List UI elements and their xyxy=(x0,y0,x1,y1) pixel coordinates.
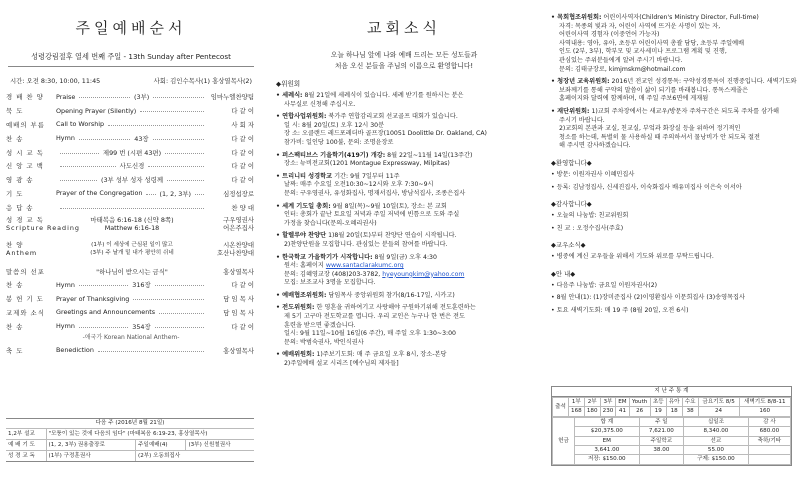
news-item-heading: • 예배위원회: xyxy=(276,351,315,359)
anthem-label-ko: 찬 양 xyxy=(6,241,24,250)
news-item-heading: • 목회협조위원회: xyxy=(551,14,602,21)
stats-cell: 주 일 xyxy=(639,417,683,426)
stats-cell: 구제: $150.00 xyxy=(684,455,749,464)
order-person: 임마누엘찬양팀 xyxy=(210,93,254,102)
anthem-row xyxy=(0,239,262,264)
stats-cell: 8,340.00 xyxy=(684,427,749,436)
thanks-section-lines xyxy=(545,212,800,233)
order-detail: 사도신경 xyxy=(119,162,145,171)
order-label: 성 시 교 독 xyxy=(6,148,44,157)
anthem-titles xyxy=(50,241,208,257)
stats-cell: 230 xyxy=(600,407,616,416)
stats-cell: 7,621.00 xyxy=(639,427,683,436)
stats-cell: 38.00 xyxy=(639,446,683,455)
stats-cell xyxy=(748,446,790,455)
dotted-leader xyxy=(79,97,130,98)
anthem-label-en: Anthem xyxy=(6,249,38,258)
order-person: 사 회 자 xyxy=(231,120,254,129)
worship-order-row xyxy=(0,131,262,145)
news-item-line xyxy=(276,271,536,280)
dotted-leader xyxy=(79,285,128,286)
stats-cell: 160 xyxy=(739,407,790,416)
news-item-line: 청소를 하는데, 특별히 물 사용하실 때 주의하셔서 물낭비가 안 되도록 절전 xyxy=(559,133,760,141)
order-label: 교제와 소식 xyxy=(6,308,45,317)
stats-cell: 합 계 xyxy=(574,417,639,426)
order-label: 응 답 송 xyxy=(6,203,34,212)
stats-cell: Youth xyxy=(629,398,650,407)
next-week-cell: 1,2부 설교 xyxy=(6,429,46,440)
notice-line: • 다음주 나눔밥: 금요일 이원자권사(2) xyxy=(551,281,658,289)
stats-cell: EM xyxy=(574,436,639,445)
worship-order-row xyxy=(0,173,262,187)
news-item-text: 8월 9일(금) 오후 4:30 xyxy=(374,253,437,261)
offering-value-row xyxy=(553,446,791,455)
dotted-leader xyxy=(148,166,204,167)
order-person: 다 같 이 xyxy=(231,148,254,157)
news-item-heading: • 한국학교 가을학기가 시작합니다: xyxy=(276,253,373,261)
stats-cell: 41 xyxy=(616,407,629,416)
order-item: Praise xyxy=(56,92,76,101)
anthem-choirs xyxy=(208,241,254,257)
stats-cell: 180 xyxy=(584,407,600,416)
news-item-heading: • 할렐루야 찬양단 xyxy=(276,232,327,240)
dotted-leader xyxy=(153,139,204,140)
guide-section-heading: ◆안 내◆ xyxy=(551,269,576,278)
order-label: 찬 송 xyxy=(6,322,24,331)
news-item-text: 9월 8일(목)~9월 10일(토), 장소: 본 교회 xyxy=(332,202,447,210)
news-item xyxy=(276,92,536,109)
news-item-line: 2)교회의 본관과 교실, 친교실, 부엌과 화장실 등을 위하여 정기적인 xyxy=(559,125,741,133)
stats-cell: 십일조 xyxy=(684,417,749,426)
next-week-cell: "모퉁이 있는 것에 다음의 임다" (마태복음 6:19-23, 홍상열목사) xyxy=(46,429,254,440)
news-item xyxy=(551,78,798,104)
dotted-leader xyxy=(79,327,128,328)
news-item-line: 모집: 보조교사 3명을 모집합니다. xyxy=(284,279,376,287)
stats-cell: 2부 xyxy=(584,398,600,407)
news-item-heading: • 세계 기도일 총회: xyxy=(276,202,331,210)
attendance-table xyxy=(552,397,791,417)
welcome-message xyxy=(268,50,540,72)
news-item-line: 날짜: 매주 수요일 오전10:30~12시와 오후 7:30~9시 xyxy=(284,181,434,189)
news-item-line xyxy=(276,262,536,271)
next-week-cell: (3부) 신원철권사 xyxy=(186,440,254,451)
guide-section-lines xyxy=(545,282,800,316)
order-item: Hymn xyxy=(56,280,75,289)
news-item-text: 1)교회 주차장에서는 새교우/방문자 주차구간은 되도록 주차를 삼가해 xyxy=(591,107,780,115)
order-label: 봉 헌 기 도 xyxy=(6,295,44,304)
news-item-text: 2016년 전교인 성경통독: 구약성경통독이 진행중입니다. 새벽기도와 xyxy=(611,78,797,86)
news-item-line: 가정을 찾습니다(문의-오혜리권사) xyxy=(284,219,377,227)
stats-cell xyxy=(639,455,683,464)
dotted-leader xyxy=(159,313,204,314)
news-item-line-text: 문의: 김혜영교장 (408)203-3782, xyxy=(284,270,381,278)
benediction-label: 축 도 xyxy=(6,346,24,355)
news-item-line: 2)주일예배 설교 시리즈 [예수님의 제자들] xyxy=(284,360,399,368)
members-news-heading: ◆교우소식◆ xyxy=(551,241,586,250)
dotted-leader xyxy=(155,327,204,328)
notice-line: • 토요 새벽기도회: 매 19 주 (8월 20일, 오전 6시) xyxy=(551,307,689,315)
offering-label: 헌금 xyxy=(553,417,575,464)
members-news-lines xyxy=(545,253,800,262)
benediction-row xyxy=(0,343,262,357)
order-person: 다 같 이 xyxy=(231,107,254,116)
stats-cell: 680.00 xyxy=(748,427,790,436)
news-item-text: 한 영혼을 귀하여기고 사랑해야 구원하기위해 전도훈련하는 xyxy=(316,304,476,312)
stats-cell: 새벽기도 8/8-11 xyxy=(739,398,790,407)
order-person: 담 임 목 사 xyxy=(223,308,254,317)
next-week-cell: 성 경 교 독 xyxy=(6,451,46,462)
welcome-line-1: 오늘 하나님 앞에 나와 예배 드리는 모든 성도들과 xyxy=(330,51,478,59)
order-label: 신 앙 고 백 xyxy=(6,162,44,171)
order-item: Prayer of the Congregation xyxy=(56,189,143,198)
stats-cell: 축하/기타 xyxy=(748,436,790,445)
service-info xyxy=(10,77,252,86)
divider xyxy=(8,66,254,67)
scripture-reader-2: 어은주집사 xyxy=(223,224,254,233)
worship-order-row xyxy=(0,159,262,173)
news-item-heading: • 트리니티 성경학교 xyxy=(276,172,333,180)
sermon-label: 말씀의 선포 xyxy=(6,267,45,276)
sermon-title: "하나님이 받으시는 금식" xyxy=(96,267,168,276)
attendance-label: 출석 xyxy=(553,398,569,417)
order-label: 찬 송 xyxy=(6,134,24,143)
anthem-choir-1: 시온찬양대 xyxy=(223,241,254,250)
news-item-heading: • 전도위원회: xyxy=(276,304,315,312)
news-item-line: 장소: 뉴비전교회(1201 Montague Expressway, Milpitas) xyxy=(284,160,450,168)
right-news-items xyxy=(545,14,800,151)
news-item-line: 인도 (2부, 3부), 학부모 및 교사세미나 프로그램 계획 및 진행, xyxy=(559,48,727,56)
worship-order-row xyxy=(0,319,262,333)
anthem-title-2: (3부) 주 날개 밑 내가 평안히 쉬네 xyxy=(90,250,174,257)
committee-section-heading: ◆위원회 xyxy=(276,80,301,88)
news-item-line: 사무실로 신청해 주십시오. xyxy=(284,100,356,108)
anthem-label xyxy=(6,241,50,257)
scripture-ref-en: Matthew 6:16-18 xyxy=(104,224,160,233)
worship-order-row xyxy=(0,145,262,159)
offering-extra-row xyxy=(553,455,791,464)
order-item: Greetings and Announcements xyxy=(56,308,156,317)
news-item-text: 8월 22일~11월 14일(13주간) xyxy=(387,151,473,159)
dotted-leader xyxy=(155,285,204,286)
news-item-line: 일 시: 8월 20일(토) 오후 12시 30분 xyxy=(284,121,385,129)
news-item-line: 주시기 바랍니다. xyxy=(559,116,605,124)
news-item-text: 기간: 9월 7일부터 11주 xyxy=(334,172,400,180)
sermon-row xyxy=(0,264,262,278)
news-item-line: 장 소: 오클랜드 레드포레더바 골프장(10051 Doolittle Dr. Oakland, CA) xyxy=(284,130,487,138)
stats-cell: 1부 xyxy=(568,398,584,407)
worship-order-row xyxy=(0,306,262,320)
order-label: 경 배 찬 양 xyxy=(6,93,44,102)
sermon-preacher: 홍상열목사 xyxy=(223,267,254,276)
next-week-header: 다음 주 (2016년 8월 21일) xyxy=(95,420,165,426)
church-news-title: 교회소식 xyxy=(367,19,441,37)
stats-cell: 55.00 xyxy=(684,446,749,455)
worship-order-list-2 xyxy=(0,278,262,333)
dotted-leader xyxy=(165,153,204,154)
stats-cell: $20,375.00 xyxy=(574,427,639,436)
notice-line: • 오늘의 나눔밥: 친교위원회 xyxy=(551,212,629,220)
order-label: 예배의 부름 xyxy=(6,120,45,129)
next-week-row xyxy=(6,451,254,462)
news-item-text: 담임목사 중앙위원회 참가(8/16-17일, 시카고) xyxy=(328,291,455,299)
order-person: 담 임 목 사 xyxy=(223,295,254,304)
scripture-label-en: Scripture Reading xyxy=(6,224,80,233)
news-item-text: 1)주보기도회: 매 주 금요일 오후 8시, 장소-본당 xyxy=(316,351,447,359)
attendance-value-row xyxy=(553,407,791,416)
news-item-heading: • 청장년 교육위원회: xyxy=(551,78,610,86)
next-week-cell: 예 배 기 도 xyxy=(6,440,46,451)
order-detail: (1, 2, 3부) xyxy=(159,189,191,198)
news-item-text: 1)8월 20일(토)부터 찬양단 연습이 시작됩니다. xyxy=(328,232,457,240)
news-item-line-text: 원서: 홈페이지 xyxy=(284,262,324,270)
news-item-line: 문의: 박범숙권사, 박인식권사 xyxy=(284,338,364,346)
scripture-row xyxy=(0,214,262,239)
dotted-leader xyxy=(195,194,204,195)
order-person: 다 같 이 xyxy=(231,281,254,290)
news-item-line: 홈페이지와 달력에 함께하며, 매 주일 주보6면에 게재됨 xyxy=(559,95,709,103)
notice-line: • 병중에 계신 교우들을 위해서 기도와 위로를 부탁드립니다. xyxy=(551,253,714,261)
order-label: 묵 도 xyxy=(6,107,24,116)
order-person: 찬 양 대 xyxy=(231,203,254,212)
news-item-heading: • 연합사업위원회: xyxy=(276,113,327,121)
stats-cell: 선교 xyxy=(684,436,749,445)
stats-cell: 24 xyxy=(698,407,739,416)
dotted-leader xyxy=(108,125,204,126)
news-item-heading: • 예배협조위원회: xyxy=(276,291,327,299)
scripture-ref xyxy=(50,216,208,232)
stats-cell: 3부 xyxy=(600,398,616,407)
worship-order-row xyxy=(0,90,262,104)
news-item-text: 8월 21일에 세례식이 있습니다. 세례 받기를 원하시는 분은 xyxy=(304,92,464,99)
worship-order-row xyxy=(0,104,262,118)
worship-order-row xyxy=(0,278,262,292)
scripture-reader-1: 구우영권사 xyxy=(223,216,254,225)
scripture-readers xyxy=(208,216,254,232)
stats-cell: 주일학교 xyxy=(639,436,683,445)
order-item: Hymn xyxy=(56,134,75,143)
anthem-choir-2: 호산나찬양대 xyxy=(216,249,254,258)
order-detail: 354장 xyxy=(132,322,151,331)
order-detail: 316장 xyxy=(132,281,151,290)
order-item: Prayer of Thanksgiving xyxy=(56,294,130,303)
news-item-heading: • 재단위원회: xyxy=(551,107,590,115)
homepage-link[interactable]: www.santaclarakumc.org xyxy=(325,262,404,270)
stats-cell: 19 xyxy=(650,407,666,416)
attendance-head-row xyxy=(553,398,791,407)
order-detail: (3부 성부 성자 성령께 xyxy=(100,176,164,185)
news-item-line: 인터: 총회가 끝난 토요일 저녁과 주일 저녁에 빈틈으로 도와 주실 xyxy=(284,211,460,219)
dotted-leader xyxy=(79,139,130,140)
worship-order-row xyxy=(0,187,262,201)
dotted-leader xyxy=(60,153,99,154)
stats-cell: 금요기도 8/5 xyxy=(698,398,739,407)
news-item xyxy=(551,14,798,74)
news-item-line: 자격: 목종의 빛과 자, 어린이 사역에 뜨거운 사명이 있는 자, xyxy=(559,22,721,30)
worship-order-row xyxy=(0,200,262,214)
news-item xyxy=(276,351,536,368)
worship-subtitle: 성령강림절후 열세 번째 주일 - 13th Sunday after Pentecost xyxy=(31,52,231,61)
news-item xyxy=(276,152,536,169)
news-item-line: 관심있는 주위분들에게 알려 주시기 바랍니다. xyxy=(559,56,683,64)
next-week-cell: (1부) 구정훈권사 xyxy=(46,451,136,462)
order-item: Hymn xyxy=(56,322,75,331)
order-detail: 제99 번 (시편 43편) xyxy=(102,148,162,157)
anthem-title-1: (1부) 이 세상에 근심된 일이 많고 xyxy=(91,242,173,249)
news-continued-column xyxy=(545,0,800,486)
news-item-line: 훈련을 받으면 좋겠습니다. xyxy=(284,321,356,329)
church-news-column xyxy=(268,0,540,486)
news-list xyxy=(268,78,540,369)
next-week-cell: 주일예배(4) xyxy=(136,440,186,451)
order-label: 찬 송 xyxy=(6,281,24,290)
news-item-line: 2)찬양단원을 모집합니다. 관심있는 분들의 참여를 바랍니다. xyxy=(284,240,448,248)
benediction-person: 홍상열목사 xyxy=(223,346,254,355)
stats-cell: EM xyxy=(616,398,629,407)
dotted-leader xyxy=(153,97,204,98)
order-person: 다 같 이 xyxy=(231,322,254,331)
news-item xyxy=(276,254,536,288)
next-week-row xyxy=(6,429,254,440)
next-week-box xyxy=(6,418,254,462)
service-presider: 사회: 김인수목사(1) 홍상열목사(2) xyxy=(153,77,252,85)
weekly-stats-box xyxy=(551,386,792,466)
next-week-row xyxy=(6,440,254,451)
next-week-table xyxy=(6,428,254,461)
notice-line: • 등록: 김남정집사, 신세진집사, 이숙화집사 배유미집사 이은숙 이서아 xyxy=(551,183,742,191)
stats-cell xyxy=(748,455,790,464)
stats-cell: 38 xyxy=(682,407,698,416)
order-person: 다 같 이 xyxy=(231,176,255,185)
notice-line: • 방문: 이원자권사 이혜민집사 xyxy=(551,170,635,178)
worship-order-column xyxy=(0,0,262,486)
dotted-leader xyxy=(98,351,204,352)
welcome-line-2: 처음 오신 분들을 주님의 이름으로 환영합니다! xyxy=(334,62,474,70)
order-person: 다 같 이 xyxy=(231,134,254,143)
thanks-section-heading: ◆감사합니다◆ xyxy=(551,200,592,209)
news-item xyxy=(551,108,798,151)
stats-cell: 18 xyxy=(666,407,682,416)
offering-head-row xyxy=(553,436,791,445)
scripture-label xyxy=(6,216,80,233)
news-items xyxy=(268,92,540,369)
news-item xyxy=(276,113,536,147)
order-person: 다 같 이 xyxy=(231,162,255,171)
news-item-text: 어린이사역자(Children's Ministry Director, Full-time) xyxy=(603,14,759,21)
dotted-leader xyxy=(140,111,204,112)
next-week-cell: (1, 2, 3부) 권용출장로 xyxy=(46,440,136,451)
stats-cell: 168 xyxy=(568,407,584,416)
stats-cell: 3,641.00 xyxy=(574,446,639,455)
news-item-heading: • 세례식: xyxy=(276,92,303,99)
stats-cell: 감 사 xyxy=(748,417,790,426)
news-item xyxy=(276,304,536,347)
news-item-line: 일시: 9월 11일~10월 16일(6 주간), 매 주일 오후 1:30~3:00 xyxy=(284,330,456,338)
stats-cell: 26 xyxy=(629,407,650,416)
order-person: 심정섭장로 xyxy=(223,189,254,198)
dotted-leader xyxy=(60,166,116,167)
stats-cell: 초등 xyxy=(650,398,666,407)
service-time: 시간: 오전 8:30, 10:00, 11:45 xyxy=(10,77,101,85)
stats-cell: 수요 xyxy=(682,398,698,407)
next-week-cell: (2부) 오동희집사 xyxy=(136,451,254,462)
weekly-stats-header: 지 난 주 통 계 xyxy=(552,387,791,397)
welcome-section-heading: ◆환영합니다◆ xyxy=(551,158,592,167)
news-item-line: 사역내용: 영아, 유아, 초등부 어린이사역 총괄 담당, 초등부 주일예배 xyxy=(559,39,745,47)
email-link[interactable]: hyeyoungkim@yahoo.com xyxy=(382,270,465,278)
news-item-line: 제 5기 고구마 전도학교를 엽니다. 우리 교인은 누구나 한 번은 전도 xyxy=(284,313,465,321)
offering-table xyxy=(552,417,791,465)
stats-cell: 저장: $150.00 xyxy=(574,455,639,464)
notice-line: • 8월 안내(1): (1)장미준집사 (2)이영환집사 이문희집사 (3)송영목집사 xyxy=(551,294,746,302)
news-item xyxy=(276,173,536,199)
news-item-line: 보좌께기를 통해 구약의 말씀이 삶이 되기를 바래봅니다. 통독스케줄은 xyxy=(559,86,749,94)
news-item xyxy=(276,292,536,301)
dotted-leader xyxy=(167,180,204,181)
dotted-leader xyxy=(133,299,204,300)
worship-order-row xyxy=(0,292,262,306)
news-item-text: 북가주 연합감리교회 선교골프 대회가 있습니다. xyxy=(328,113,458,121)
order-item: Call to Worship xyxy=(56,120,105,129)
news-item-line: 어린이사역 경험자 (이중언어 가능자) xyxy=(559,31,660,39)
news-item-line: 문의: 구우영권사, 유성화집사, 명재서집사, 방남석집사, 조종은집사 xyxy=(284,189,466,197)
news-item-line: 문의: 김태규장로, kimjmskm@hotmail.com xyxy=(559,65,686,73)
news-item xyxy=(276,203,536,229)
scripture-label-ko: 성 경 교 독 xyxy=(6,216,44,225)
worship-order-list xyxy=(0,90,262,214)
news-item-heading: • 퍼스팩티브스 기을학기(419기) 개강: xyxy=(276,151,386,159)
scripture-ref-ko: 마태복음 6:16-18 (신약 8쪽) xyxy=(90,216,174,225)
dotted-leader xyxy=(60,180,97,181)
order-label: 기 도 xyxy=(6,189,24,198)
news-item-line: 해 주시면 감사하겠습니다. xyxy=(559,142,631,150)
order-detail: (3부) xyxy=(134,93,150,102)
news-item-line: 참가비: 일인당 100불, 문의: 조명윤장로 xyxy=(284,138,394,146)
news-item xyxy=(276,232,536,249)
stats-cell: 유아 xyxy=(666,398,682,407)
welcome-section-lines xyxy=(545,171,800,192)
order-item: Opening Prayer (Silently) xyxy=(56,106,137,115)
dotted-leader xyxy=(146,194,155,195)
offering-head-row xyxy=(553,417,791,426)
notice-line: • 친 교 : 오정수집사(주효) xyxy=(551,224,624,232)
worship-order-title: 주일예배순서 xyxy=(75,19,187,37)
national-anthem-note: -애국가 Korean National Anthem- xyxy=(82,334,180,342)
benediction-item: Benediction xyxy=(56,346,94,355)
order-label: 영 광 송 xyxy=(6,176,34,185)
order-detail: 43장 xyxy=(134,134,149,143)
dotted-leader xyxy=(60,208,204,209)
offering-value-row xyxy=(553,427,791,436)
worship-order-row xyxy=(0,118,262,132)
